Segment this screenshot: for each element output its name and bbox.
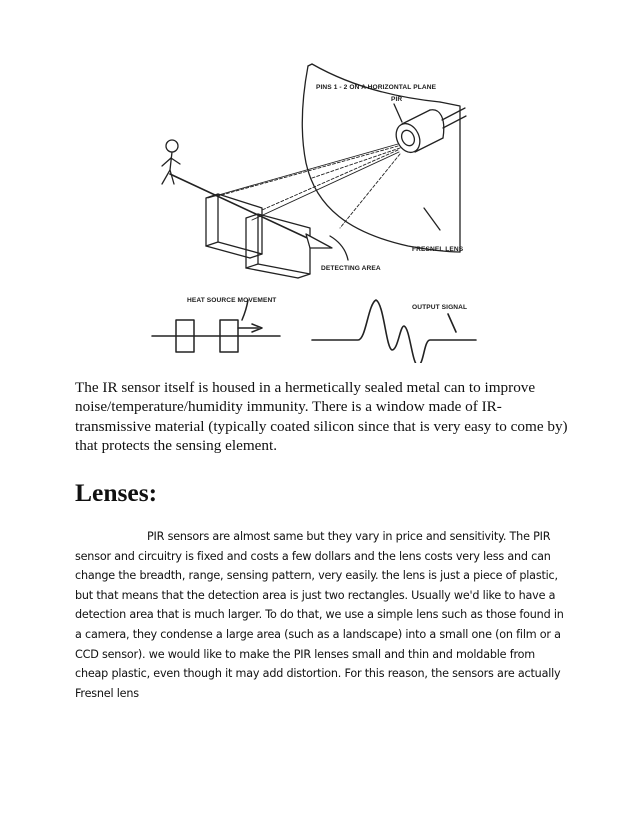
label-output-signal: OUTPUT SIGNAL [412,304,468,311]
pir-sensor-diagram [140,58,520,363]
pir-diagram-drawing [140,58,520,363]
label-pins: PINS 1 - 2 ON A HORIZONTAL PLANE [316,84,437,91]
fresnel-lens-top-edge [312,64,440,102]
pir-sensor-icon [392,108,466,156]
label-pir: PIR [391,96,403,103]
movement-arrow [170,174,332,248]
lens-left-edge [308,64,312,66]
body-paragraph-ir-sensor: The IR sensor itself is housed in a hermetically sealed metal can to improve noise/temperature/humidity immunity. There is a window made of IR-transmissive material (typically coated silicon since that is very easy to come by) that protects the sensing element. [75,379,568,455]
section-heading-lenses: Lenses: [75,478,158,507]
label-fresnel-lens: FRESNEL LENS [412,246,464,253]
detecting-area-curve [330,236,348,260]
heat-source-movement-graphic [152,300,280,352]
label-heat-source-movement: HEAT SOURCE MOVEMENT [187,297,277,304]
label-detecting-area: DETECTING AREA [321,265,381,272]
body-paragraph-lenses: PIR sensors are almost same but they vary in price and sensitivity. The PIR sensor and circuitry is fixed and costs a few dollars and the lens costs very less and can change the breadth, range, sensing pattern, very easily. the lens is just a piece of plastic, but that means that the detection area is just two rectangles. Usually we'd like to have a detection area that is much larger. To do that, we use a simple lens such as those found in a camera, they condense a large area (such as a landscape) into a small one (on film or a CCD sensor). we would like to make the PIR lenses small and thin and moldable from cheap plastic, even though it may add distortion. For this reason, the sensors are actually Fresnel lens [75,530,564,700]
